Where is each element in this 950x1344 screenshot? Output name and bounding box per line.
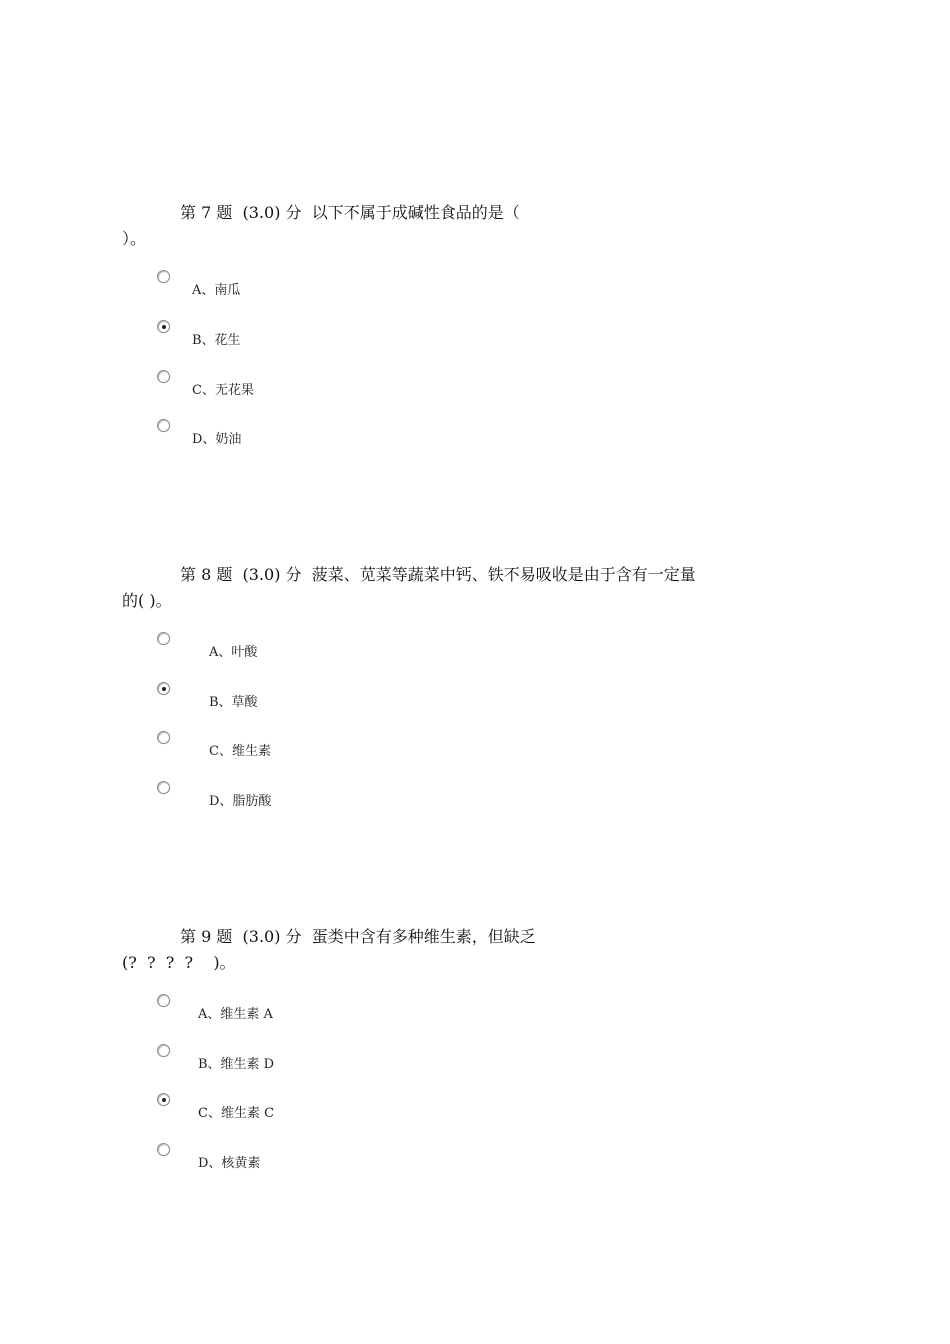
option-label: A、南瓜 bbox=[192, 283, 241, 298]
question-stem bbox=[122, 200, 711, 252]
option-label: D、核黄素 bbox=[198, 1156, 261, 1171]
option-label: D、奶油 bbox=[192, 432, 242, 447]
radio-button[interactable] bbox=[157, 632, 170, 645]
question-stem-line-2: (? ? ? ? )。 bbox=[122, 953, 236, 972]
radio-button-selected[interactable] bbox=[157, 320, 170, 333]
option-label: B、草酸 bbox=[209, 695, 258, 710]
option-d[interactable] bbox=[0, 781, 950, 821]
radio-button[interactable] bbox=[157, 1143, 170, 1156]
option-label: C、维生素 bbox=[209, 744, 271, 759]
radio-button[interactable] bbox=[157, 994, 170, 1007]
option-a[interactable] bbox=[0, 994, 950, 1034]
question-stem bbox=[122, 562, 711, 614]
option-d[interactable] bbox=[0, 419, 950, 459]
option-b[interactable] bbox=[0, 320, 950, 360]
option-label: A、叶酸 bbox=[209, 645, 258, 660]
radio-button[interactable] bbox=[157, 370, 170, 383]
question-stem-line-1: 第 9 题 (3.0) 分 蛋类中含有多种维生素，但缺乏 bbox=[180, 927, 536, 946]
radio-button[interactable] bbox=[157, 419, 170, 432]
question-stem bbox=[122, 924, 711, 976]
option-b[interactable] bbox=[0, 682, 950, 722]
radio-button-selected[interactable] bbox=[157, 682, 170, 695]
option-c[interactable] bbox=[0, 370, 950, 410]
radio-button[interactable] bbox=[157, 270, 170, 283]
option-d[interactable] bbox=[0, 1143, 950, 1183]
option-a[interactable] bbox=[0, 270, 950, 310]
option-label: B、维生素 D bbox=[198, 1057, 275, 1072]
option-label: C、维生素 C bbox=[198, 1106, 275, 1121]
option-label: D、脂肪酸 bbox=[209, 794, 272, 809]
question-stem-line-1: 第 7 题 (3.0) 分 以下不属于成碱性食品的是（ bbox=[180, 203, 520, 222]
option-label: A、维生素 A bbox=[198, 1007, 273, 1022]
option-label: B、花生 bbox=[192, 333, 241, 348]
radio-button[interactable] bbox=[157, 781, 170, 794]
option-b[interactable] bbox=[0, 1044, 950, 1084]
question-stem-line-2: ）。 bbox=[122, 229, 147, 248]
question-stem-line-1: 第 8 题 (3.0) 分 菠菜、苋菜等蔬菜中钙、铁不易吸收是由于含有一定量 bbox=[180, 565, 696, 584]
option-c[interactable] bbox=[0, 731, 950, 771]
radio-button-selected[interactable] bbox=[157, 1093, 170, 1106]
radio-button[interactable] bbox=[157, 1044, 170, 1057]
question-stem-line-2: 的( )。 bbox=[122, 591, 172, 610]
option-a[interactable] bbox=[0, 632, 950, 672]
radio-button[interactable] bbox=[157, 731, 170, 744]
option-c[interactable] bbox=[0, 1093, 950, 1133]
option-label: C、无花果 bbox=[192, 383, 254, 398]
